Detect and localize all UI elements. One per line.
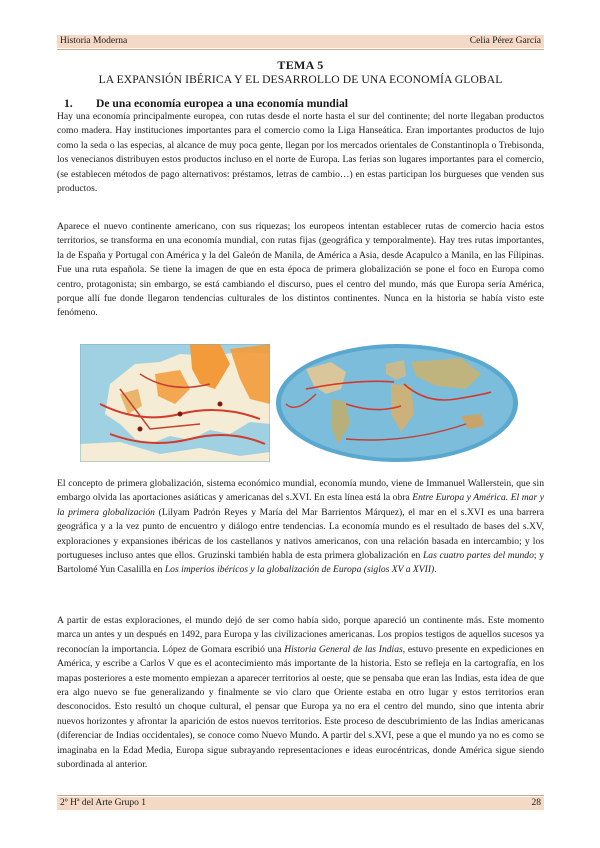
footer-group: 2º Hª del Arte Grupo 1 xyxy=(60,798,147,808)
chapter-title: LA EXPANSIÓN IBÉRICA Y EL DESARROLLO DE UNA ECONOMÍA GLOBAL xyxy=(98,73,503,86)
page-number: 28 xyxy=(531,798,541,808)
p3-book-title-3: Los imperios ibéricos y la globalización de Europa (siglos XV a XVII) xyxy=(164,564,435,576)
p3-text-a: El concepto de primera globalización, sistema económico mundial, economía mundo, viene de Immanuel Wallerstein, que sin embargo olvida las aportaciones asiáticas y americanas del s.XVI. En esta línea está la obra xyxy=(57,478,544,504)
header-author: Celia Pérez García xyxy=(469,36,541,46)
section-heading xyxy=(64,97,348,110)
section-number: 1. xyxy=(64,97,73,110)
world-map-drawing xyxy=(276,344,518,462)
p4-text-a: A partir de estas exploraciones, el mundo dejó de ser como había sido, porque apareció un continente más. Este momento marca un antes y un después en 1492, para Europa y las civilizaciones americanas. Los propios testigos de aquellos sucesos ya reconocían la importancia. López de Gomara escribió una xyxy=(57,615,544,655)
p4-text-c: , estuvo presente en expediciones en América, y escribe a Carlos V que es el acontecimiento más importante de la historia. Esto se refleja en la cartografía, en los mapas posteriores a este momento empiezan a aparecer territorios al oeste, que se pensaba que eran las Indias, esta idea de que era algo nuevo se fue generalizando y finalmente se vio claro que Oriente estaba en otro lugar y estos territorios eran desconocidos. Esto resultó un choque cultural, el pensar que Europa ya no era el centro del mundo, sino que intenta abrir nuevos horizontes y afrontar la aparición de estos nuevos territorios. Este proceso de descubrimiento de las Indias americanas (diferenciar de Indias occidentales), se conoce como Nuevo Mundo. A partir del s.XVI, pese a que el mundo ya no es como se imaginaba en la Edad Media, Europa sigue subrayando representaciones e ideas eurocéntricas, donde América sigue siendo subordinada al anterior. xyxy=(57,643,544,771)
p4-book-title: Historia General de las Indias xyxy=(284,643,403,655)
paragraph-4 xyxy=(57,614,544,772)
europe-trade-map-image xyxy=(80,344,270,462)
header-divider xyxy=(57,49,544,50)
section-title: De una economía europea a una economía mundial xyxy=(96,97,348,110)
p3-book-title-2: Las cuatro partes del mundo xyxy=(422,550,534,562)
p3-text-c: (Lilyam Padrón Reyes y María del Mar Barrientos Márquez), el mar en el s.XVI es una barrera geográfica y a la vez punto de encuentro y diálogo entre tendencias. La economía mundo es el resultado de bases del s.XV, exploraciones y expansiones ibéricas de los castellanos y nativos americanos, con una relación basada en intercambio; y los portugueses incluso antes que ellos. Gruzinski también habla de esta primera globalización en xyxy=(57,506,545,562)
paragraph-3 xyxy=(57,477,544,578)
paragraph-2: Aparece el nuevo continente americano, con sus riquezas; los europeos intentan establecer rutas de comercio hacia estos territorios, se transforma en una economía mundial, con rutas fijas (geográfica y temporalmente). Hay tres rutas importantes, la de España y Portugal con América y la del Galeón de Manila, de América a Asia, desde Acapulco a Manila, en las Filipinas. Fue una ruta española. Se tiene la imagen de que en esta época de primera globalización se pone el foco en Europa como centro, protagonista; sin embargo, se está cambiando el discurso, pues el centro del mundo, más que Europa sería América, porque allí fue donde llegaron tendencias culturales de los distintos continentes. Nunca en la historia se había visto este fenómeno. xyxy=(57,221,544,319)
world-routes-map-image xyxy=(276,344,518,462)
header-course: Historia Moderna xyxy=(60,36,128,46)
p3-text-g: . xyxy=(434,564,437,576)
europe-map-drawing xyxy=(80,344,270,462)
footer-divider xyxy=(57,795,544,796)
page-footer xyxy=(57,797,544,810)
p3-text-e: ; y Bartolomé Yun Casalilla en xyxy=(57,550,544,576)
p3-book-title-1: Entre Europa y América. El mar y la primera globalización xyxy=(57,492,544,518)
paragraph-1: Hay una economía principalmente europea, con rutas desde el norte hasta el sur del continente; del norte llegaban productos como madera. Hay instituciones importantes para el comercio como la Liga Hanseática. Eran importantes productos de lujo como la seda o las especias, al alcance de muy poca gente, llegan por los mercados orientales de Constantinopla o Trebisonda, los venecianos distribuyen estos productos incluso en el norte de Europa. Las ferias son lugares importantes para el comercio, (se establecen métodos de pago alternativos: préstamos, letras de cambio…) en estas participan los burgueses que venden sus productos. xyxy=(57,111,544,195)
page-header xyxy=(57,35,544,48)
chapter-number: TEMA 5 xyxy=(277,58,324,72)
